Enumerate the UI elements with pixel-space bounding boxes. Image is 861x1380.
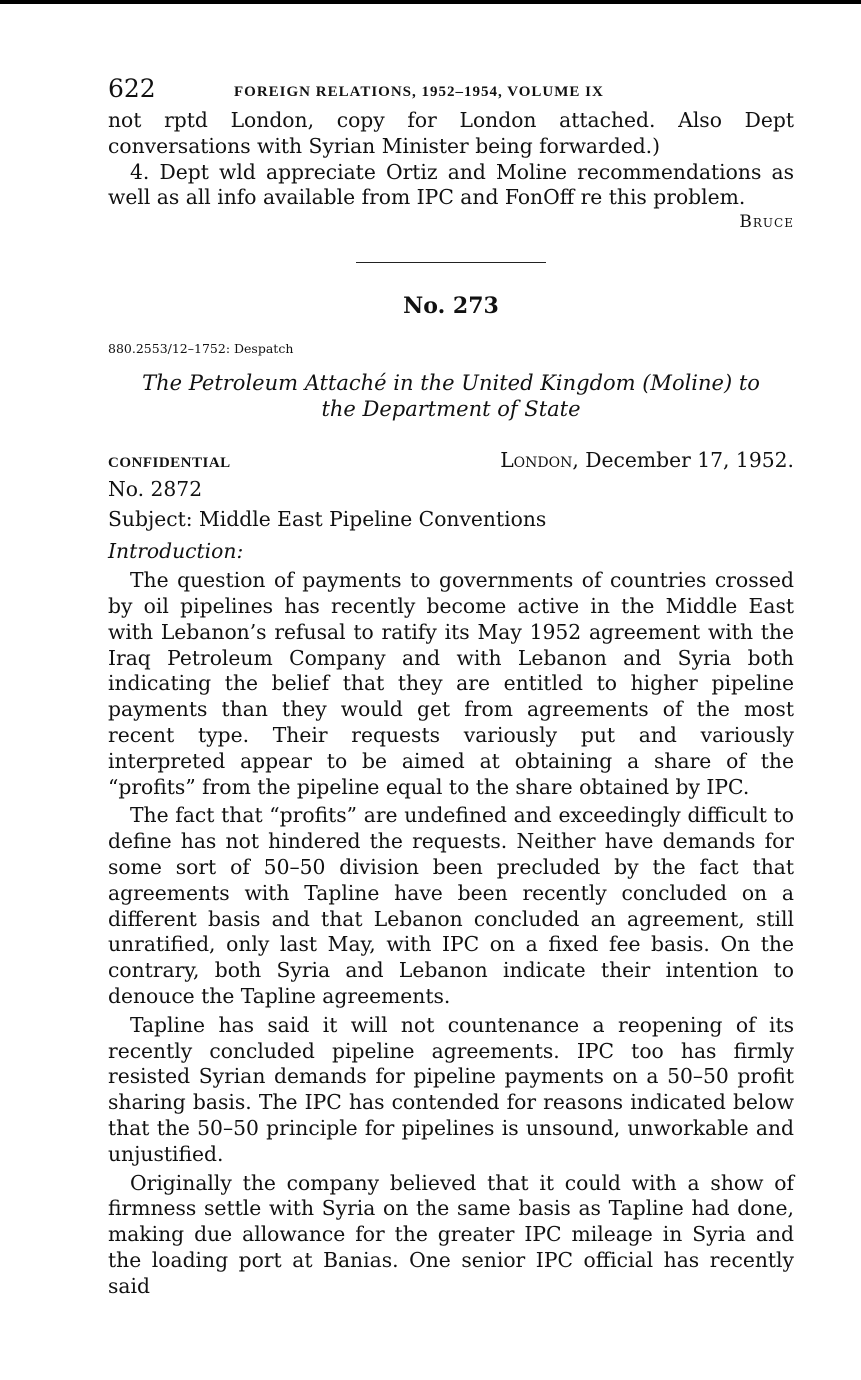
carryover-paragraph: not rptd London, copy for London attached. Also Dept conversations with Syrian Minister being forwarded.) — [108, 108, 794, 158]
body-paragraph: The question of payments to governments of countries crossed by oil pipelines has recently become active in the Middle East with Lebanon’s refusal to ratify its May 1952 agreement with the Iraq Petroleum Company and with Lebanon and Syria both indicating the belief that they are entitled to higher pipeline payments than they would get from agreements of the most recent type. Their requests variously put and variously interpreted appear to be aimed at obtaining a share of the “profits” from the pipeline equal to the share obtained by IPC. — [108, 568, 794, 799]
carryover-paragraph-numbered: 4. Dept wld appreciate Ortiz and Moline recommendations as well as all info available from IPC and FonOff re this problem. — [108, 159, 794, 210]
despatch-number: No. 2872 — [108, 477, 203, 502]
running-head-title: FOREIGN RELATIONS, 1952–1954, VOLUME IX — [234, 84, 604, 100]
running-head — [108, 72, 794, 108]
source-note: 880.2553/12–1752: Despatch — [108, 341, 294, 357]
section-divider — [356, 262, 546, 263]
page-number: 622 — [108, 74, 156, 103]
dateline-place: London — [500, 448, 573, 473]
document-page — [108, 72, 794, 1300]
dateline — [500, 447, 794, 473]
dateline-row — [108, 447, 794, 476]
body-paragraph: The fact that “profits” are undefined and exceedingly difficult to define has not hindered the requests. Neither have demands for some sort of 50–50 division been precluded by the fact that agreements with Tapline have been recently concluded on a different basis and that Lebanon concluded an agreement, still unratified, only last May, with IPC on a fixed fee basis. On the contrary, both Syria and Lebanon indicate their intention to denouce the Tapline agreements. — [108, 803, 794, 1008]
body-paragraph: Tapline has said it will not countenance a reopening of its recently concluded pipeline agreements. IPC too has firmly resisted Syrian demands for pipeline payments on a 50–50 profit sharing basis. The IPC has contended for reasons indicated below that the 50–50 principle for pipelines is unsound, unworkable and unjustified. — [108, 1012, 794, 1166]
body-paragraph: Originally the company believed that it could with a show of firmness settle with Syria on the same basis as Tapline had done, making due allowance for the greater IPC mileage in Syria and the loading port at Banias. One senior IPC official has recently said — [108, 1170, 794, 1298]
section-title: Introduction: — [108, 539, 244, 564]
document-heading: The Petroleum Attaché in the United Kingdom (Moline) to the Department of State — [142, 371, 760, 422]
document-number: No. 273 — [403, 293, 499, 320]
signature: Bruce — [739, 212, 794, 233]
top-edge-rule — [0, 0, 861, 4]
subject-line: Subject: Middle East Pipeline Conventions — [108, 507, 547, 532]
classification-label: CONFIDENTIAL — [108, 455, 231, 472]
dateline-date: , December 17, 1952. — [572, 448, 794, 473]
